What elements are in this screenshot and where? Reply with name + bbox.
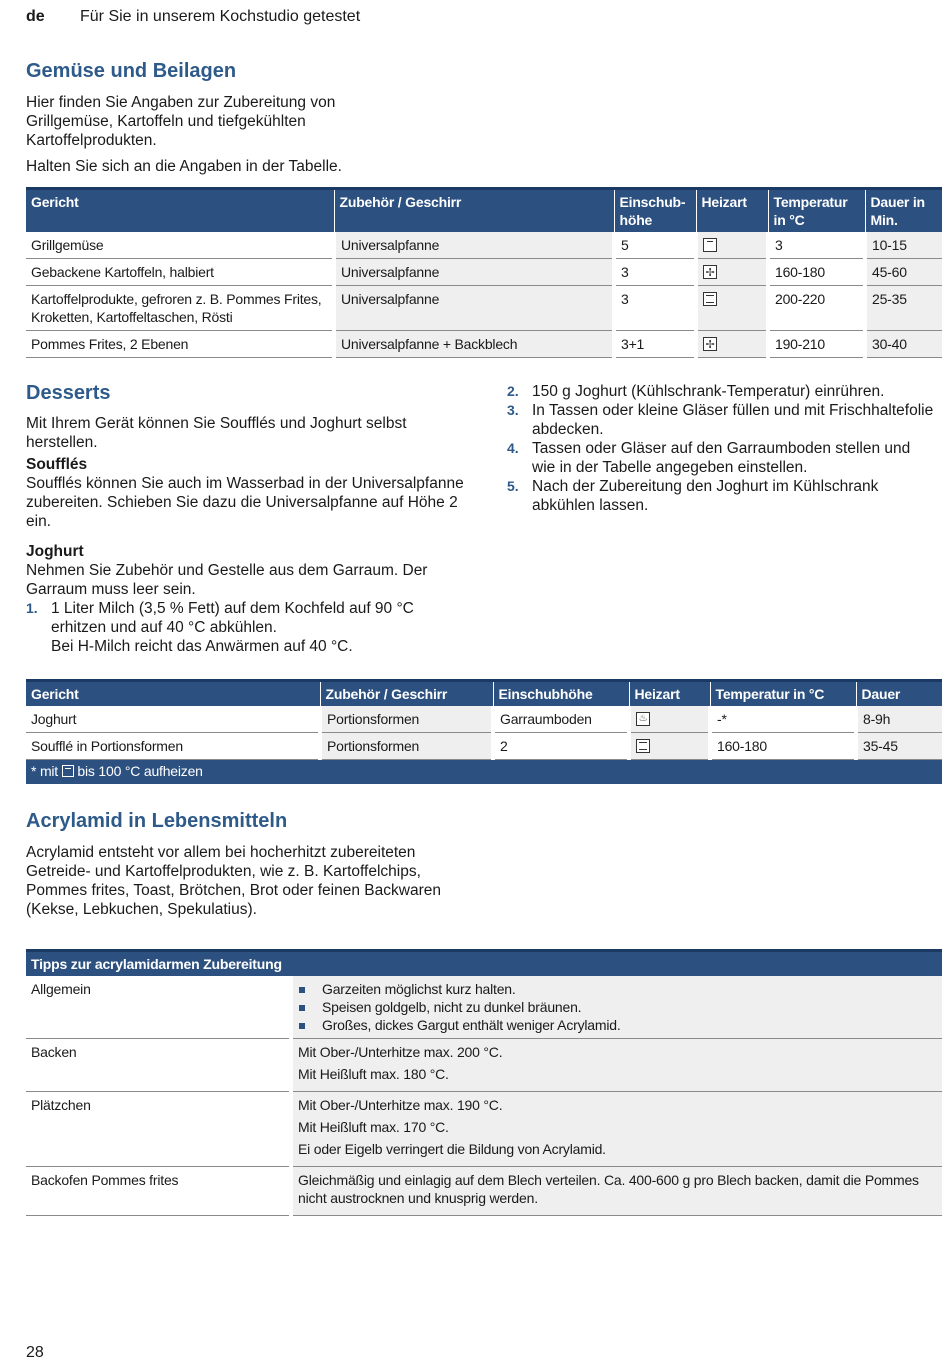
table-row xyxy=(26,259,942,286)
cell-level: 3+1 xyxy=(614,331,696,358)
cell-temp: 160-180 xyxy=(768,259,865,286)
cell-time: 25-35 xyxy=(865,286,942,331)
bottom-heat-icon xyxy=(636,712,650,726)
tip-line: Mit Heißluft max. 180 °C. xyxy=(298,1066,449,1082)
list-item: Speisen goldgelb, nicht zu dunkel bräunen. xyxy=(298,998,937,1016)
footnote-prefix: * mit xyxy=(31,763,59,779)
col-level: Einschubhöhe xyxy=(493,681,629,707)
tip-line: Gleichmäßig und einlagig auf dem Blech verteilen. Ca. 400-600 g pro Blech backen, damit die Pommes nicht austrocknen und knusprig werden. xyxy=(298,1172,919,1206)
tips-table-header: Tipps zur acrylamidarmen Zubereitung xyxy=(26,951,942,977)
table-row xyxy=(26,733,942,760)
desserts-table xyxy=(26,679,942,784)
tip-line: Mit Heißluft max. 170 °C. xyxy=(298,1119,449,1135)
table-row xyxy=(26,1167,942,1216)
footnote-suffix: bis 100 °C aufheizen xyxy=(77,763,203,779)
table-header-row xyxy=(26,681,942,707)
table-row xyxy=(26,976,942,1039)
cell-accessory: Portionsformen xyxy=(320,706,493,733)
col-time: Dauer in Min. xyxy=(865,189,942,233)
top-bottom-heat-icon xyxy=(62,765,74,777)
souffle-heading: Soufflés xyxy=(26,456,88,473)
cell-temp: 160-180 xyxy=(710,733,856,760)
table-footnote-row xyxy=(26,760,942,785)
col-time: Dauer xyxy=(856,681,942,707)
step-text: In Tassen oder kleine Gläser füllen und mit Frischhaltefolie abdecken. xyxy=(532,402,934,438)
tip-content xyxy=(291,1092,942,1167)
cell-accessory: Portionsformen xyxy=(320,733,493,760)
tip-content xyxy=(291,1039,942,1092)
yoghurt-text: Nehmen Sie Zubehör und Gestelle aus dem Garraum. Der Garraum muss leer sein. xyxy=(26,562,428,598)
tip-content xyxy=(291,976,942,1039)
acrylamide-heading: Acrylamid in Lebensmitteln xyxy=(26,810,288,832)
yoghurt-heading: Joghurt xyxy=(26,543,84,560)
cell-time: 30-40 xyxy=(865,331,942,358)
list-item: Garzeiten möglichst kurz halten. xyxy=(298,980,937,998)
yoghurt-steps-list xyxy=(26,599,466,656)
list-item xyxy=(26,599,466,656)
cell-heat xyxy=(696,232,768,259)
vegetables-intro xyxy=(26,93,396,176)
step-extra: Bei H-Milch reicht das Anwärmen auf 40 °C. xyxy=(51,638,353,655)
col-heat: Heizart xyxy=(629,681,710,707)
step-number: 5. xyxy=(507,478,519,494)
cell-level: Garraumboden xyxy=(493,706,629,733)
chapter-title: Für Sie in unserem Kochstudio getestet xyxy=(80,8,361,25)
cell-heat xyxy=(696,259,768,286)
cell-dish: Pommes Frites, 2 Ebenen xyxy=(26,331,334,358)
top-bottom-heat-icon xyxy=(636,739,650,753)
step-text: Tassen oder Gläser auf den Garraumboden stellen und wie in der Tabelle angegeben einstellen. xyxy=(532,440,911,476)
tip-bullet-list xyxy=(298,980,937,1034)
hot-air-icon xyxy=(703,265,717,279)
desserts-intro: Mit Ihrem Gerät können Sie Soufflés und Joghurt selbst herstellen. xyxy=(26,415,407,451)
col-level: Einschub-höhe xyxy=(614,189,696,233)
cell-temp: -* xyxy=(710,706,856,733)
list-item xyxy=(507,477,937,515)
table-header-row xyxy=(26,189,942,233)
table-header-row xyxy=(26,951,942,977)
desserts-right-column xyxy=(507,382,937,515)
table-footnote xyxy=(26,760,942,785)
col-dish: Gericht xyxy=(26,681,320,707)
tip-content xyxy=(291,1167,942,1216)
col-accessory: Zubehör / Geschirr xyxy=(334,189,614,233)
list-item xyxy=(507,382,937,401)
list-item xyxy=(507,401,937,439)
cell-accessory: Universalpfanne xyxy=(334,232,614,259)
language-code: de xyxy=(26,8,45,25)
cell-accessory: Universalpfanne xyxy=(334,286,614,331)
table-row xyxy=(26,1039,942,1092)
desserts-left-column xyxy=(26,414,466,656)
tip-category: Allgemein xyxy=(26,976,291,1039)
souffle-text: Soufflés können Sie auch im Wasserbad in der Universalpfanne zubereiten. Schieben Sie dazu die Universalpfanne auf Höhe 2 ein. xyxy=(26,475,464,530)
step-number: 2. xyxy=(507,383,519,399)
vegetables-hint: Halten Sie sich an die Angaben in der Tabelle. xyxy=(26,158,342,175)
step-number: 3. xyxy=(507,402,519,418)
tip-line: Mit Ober-/Unterhitze max. 190 °C. xyxy=(298,1097,503,1113)
cell-heat xyxy=(696,331,768,358)
cell-dish: Gebackene Kartoffeln, halbiert xyxy=(26,259,334,286)
step-number: 4. xyxy=(507,440,519,456)
cell-level: 5 xyxy=(614,232,696,259)
cell-dish: Grillgemüse xyxy=(26,232,334,259)
step-text: 150 g Joghurt (Kühlschrank-Temperatur) einrühren. xyxy=(532,383,885,400)
step-number: 1. xyxy=(26,600,38,616)
col-dish: Gericht xyxy=(26,189,334,233)
cell-temp: 190-210 xyxy=(768,331,865,358)
top-bottom-heat-icon xyxy=(703,292,717,306)
table-row xyxy=(26,286,942,331)
table-row xyxy=(26,706,942,733)
cell-level: 3 xyxy=(614,286,696,331)
cell-level: 2 xyxy=(493,733,629,760)
tip-category: Backofen Pommes frites xyxy=(26,1167,291,1216)
list-item xyxy=(507,439,937,477)
yoghurt-steps-list-continued xyxy=(507,382,937,515)
tip-line: Ei oder Eigelb verringert die Bildung von Acrylamid. xyxy=(298,1141,606,1157)
cell-time: 8-9h xyxy=(856,706,942,733)
cell-dish: Joghurt xyxy=(26,706,320,733)
cell-dish: Kartoffelprodukte, gefroren z. B. Pommes Frites, Kroketten, Kartoffeltaschen, Rösti xyxy=(26,286,334,331)
cell-heat xyxy=(629,733,710,760)
table-row xyxy=(26,1092,942,1167)
cell-level: 3 xyxy=(614,259,696,286)
tip-line: Mit Ober-/Unterhitze max. 200 °C. xyxy=(298,1044,503,1060)
cell-temp: 3 xyxy=(768,232,865,259)
cell-time: 35-45 xyxy=(856,733,942,760)
tip-category: Plätzchen xyxy=(26,1092,291,1167)
step-text: Nach der Zubereitung den Joghurt im Kühlschrank abkühlen lassen. xyxy=(532,478,879,514)
col-heat: Heizart xyxy=(696,189,768,233)
cell-heat xyxy=(629,706,710,733)
table-row xyxy=(26,232,942,259)
cell-dish: Soufflé in Portionsformen xyxy=(26,733,320,760)
cell-accessory: Universalpfanne xyxy=(334,259,614,286)
desserts-heading: Desserts xyxy=(26,382,111,404)
step-text: 1 Liter Milch (3,5 % Fett) auf dem Kochfeld auf 90 °C erhitzen und auf 40 °C abkühlen. xyxy=(51,600,414,636)
col-temp: Temperatur in °C xyxy=(768,189,865,233)
cell-heat xyxy=(696,286,768,331)
page-number: 28 xyxy=(26,1344,44,1361)
cell-time: 10-15 xyxy=(865,232,942,259)
list-item: Großes, dickes Gargut enthält weniger Acrylamid. xyxy=(298,1016,937,1034)
tip-category: Backen xyxy=(26,1039,291,1092)
vegetables-heading: Gemüse und Beilagen xyxy=(26,60,237,82)
col-temp: Temperatur in °C xyxy=(710,681,856,707)
grill-icon xyxy=(703,238,717,252)
cell-accessory: Universalpfanne + Backblech xyxy=(334,331,614,358)
acrylamide-intro: Acrylamid entsteht vor allem bei hocherhitzt zubereiteten Getreide- und Kartoffelprodukten, wie z. B. Kartoffelchips, Pommes frites, Toast, Brötchen, Brot oder feinen Backwaren (Kekse, Lebkuchen, Spekulatius). xyxy=(26,844,441,918)
acrylamide-tips-table xyxy=(26,949,942,1216)
table-row xyxy=(26,331,942,358)
cell-temp: 200-220 xyxy=(768,286,865,331)
cell-time: 45-60 xyxy=(865,259,942,286)
vegetables-table xyxy=(26,187,942,358)
hot-air-icon xyxy=(703,337,717,351)
col-accessory: Zubehör / Geschirr xyxy=(320,681,493,707)
vegetables-intro-text: Hier finden Sie Angaben zur Zubereitung von Grillgemüse, Kartoffeln und tiefgekühlten Kartoffelprodukten. xyxy=(26,94,336,149)
